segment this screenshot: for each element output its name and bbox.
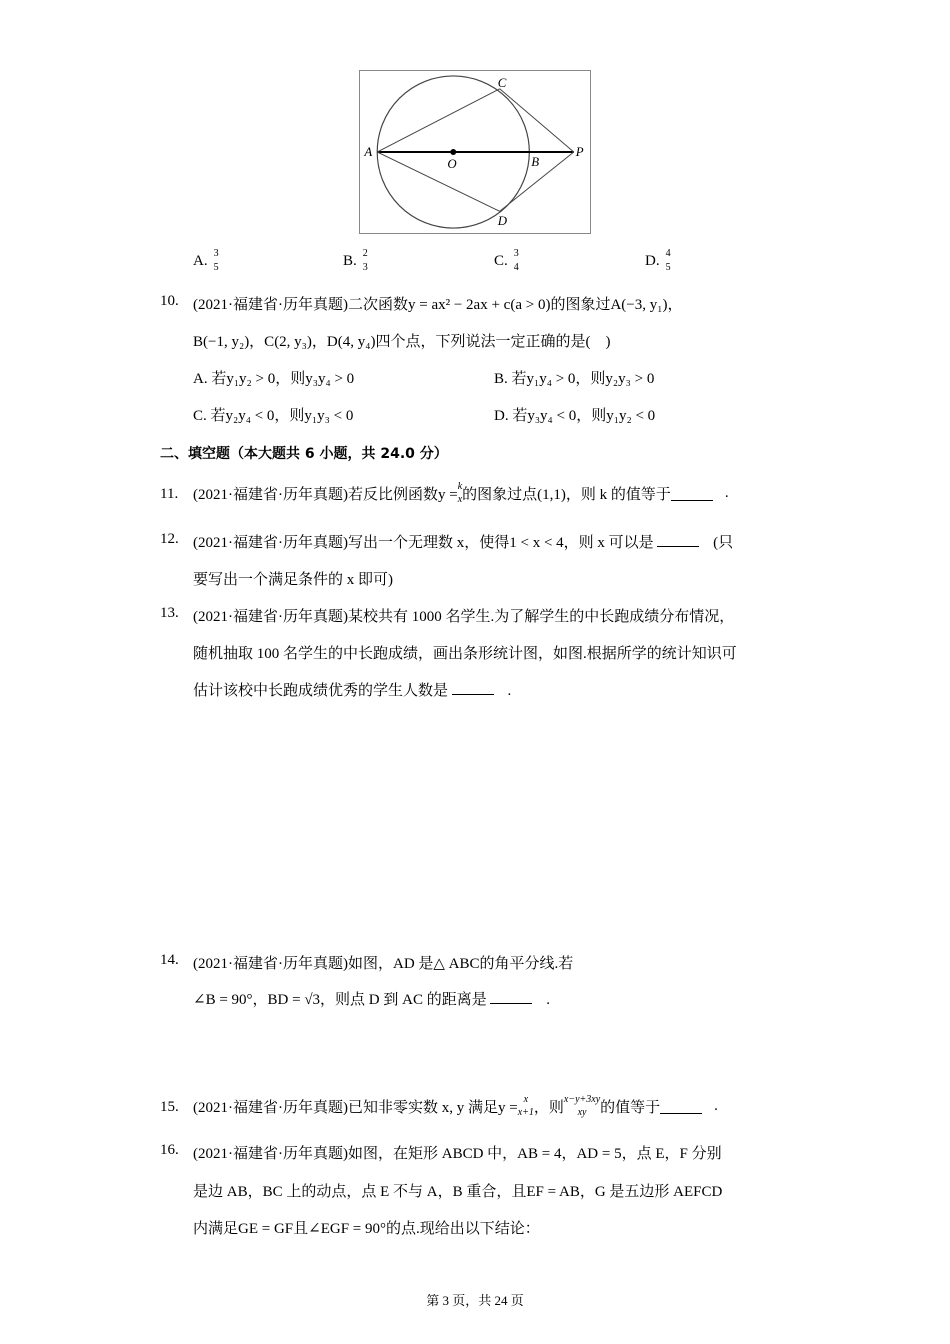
q15-fraction-1: [518, 1093, 534, 1119]
q15-mid: ，则: [533, 1099, 564, 1116]
frac-den: 3: [362, 262, 368, 273]
line-ac: [377, 89, 499, 152]
q11-end: .: [724, 484, 729, 501]
q14-number: 14.: [160, 952, 179, 968]
q12-line1-post: (只: [713, 535, 734, 551]
q12-number: 12.: [160, 531, 179, 547]
option-letter: C.: [494, 252, 508, 269]
center-point: [450, 149, 456, 155]
q14-end: .: [546, 992, 550, 1008]
q12-line2: 要写出一个满足条件的 x 即可): [193, 572, 393, 588]
frac-num: 4: [665, 248, 671, 259]
q10-option-b: B. 若y₁y₄ > 0，则y₂y₃ > 0: [494, 371, 655, 387]
option-fraction: [666, 247, 671, 275]
q11-post: 的图象过点(1,1)，则 k 的值等于: [462, 486, 671, 503]
option-fraction: [214, 247, 219, 275]
q14-line1: (2021·福建省·历年真题)如图，AD 是△ ABC的角平分线.若: [193, 956, 574, 972]
label-o: O: [447, 156, 457, 171]
q15-line: [193, 1093, 718, 1119]
answer-blank: [452, 680, 494, 695]
q15-pre: (2021·福建省·历年真题)已知非零实数 x, y 满足y =: [193, 1099, 518, 1116]
frac-num: x−y+3xy: [563, 1094, 601, 1105]
q11-line: [193, 480, 729, 506]
answer-blank: [657, 532, 699, 547]
frac-den: xy: [577, 1107, 587, 1118]
q16-line2: 是边 AB，BC 上的动点，点 E 不与 A，B 重合，且EF = AB，G 是五边形 AEFCD: [193, 1184, 723, 1200]
answer-blank: [671, 486, 713, 501]
frac-num: 3: [213, 248, 219, 259]
q11-pre: (2021·福建省·历年真题)若反比例函数y =: [193, 486, 458, 503]
q10-option-c: C. 若y₂y₄ < 0，则y₁y₃ < 0: [193, 408, 354, 424]
frac-num: 2: [362, 248, 368, 259]
option-fraction: [363, 247, 368, 275]
frac-den: 4: [513, 262, 519, 273]
q13-number: 13.: [160, 605, 179, 621]
q10-line1: (2021·福建省·历年真题)二次函数y = ax² − 2ax + c(a > 0)的图象过A(−3, y₁)，: [193, 297, 683, 313]
q15-end: .: [714, 1097, 718, 1114]
q11-number: 11.: [160, 486, 179, 502]
frac-den: 5: [665, 262, 671, 273]
option-fraction: [514, 247, 519, 275]
q15-number: 15.: [160, 1099, 179, 1115]
frac-num: 3: [513, 248, 519, 259]
label-a: A: [364, 144, 373, 159]
figure-svg: [360, 71, 590, 233]
q10-line2: B(−1, y₂)，C(2, y₃)，D(4, y₄)四个点，下列说法一定正确的是( ): [193, 334, 611, 350]
q10-number: 10.: [160, 293, 179, 309]
q12-line1: [193, 531, 733, 552]
label-d: D: [497, 214, 507, 229]
label-c: C: [497, 75, 507, 90]
q10-option-d: D. 若y₃y₄ < 0，则y₁y₂ < 0: [494, 408, 656, 424]
q14-line2: [193, 988, 550, 1009]
q16-number: 16.: [160, 1142, 179, 1158]
answer-blank: [490, 989, 532, 1004]
q16-line1: (2021·福建省·历年真题)如图，在矩形 ABCD 中，AB = 4，AD = 5，点 E，F 分别: [193, 1146, 722, 1162]
q9-option-c: [494, 247, 519, 275]
q13-line2: 随机抽取 100 名学生的中长跑成绩，画出条形统计图，如图.根据所学的统计知识可: [193, 646, 737, 662]
q13-line3: [193, 679, 511, 700]
q13-line1: (2021·福建省·历年真题)某校共有 1000 名学生.为了解学生的中长跑成绩分布情况，: [193, 609, 735, 625]
section-heading: 二、填空题（本大题共 6 小题，共 24.0 分）: [160, 446, 448, 462]
page-footer: 第 3 页，共 24 页: [426, 1293, 524, 1308]
frac-den: 5: [213, 262, 219, 273]
line-cp: [500, 89, 574, 152]
frac-num: x: [523, 1094, 529, 1105]
q9-option-d: [645, 247, 671, 275]
label-b: B: [531, 154, 540, 169]
q15-post: 的值等于: [600, 1099, 661, 1116]
q9-option-a: [193, 247, 219, 275]
q12-line1-pre: (2021·福建省·历年真题)写出一个无理数 x，使得1 < x < 4，则 x 可以是: [193, 535, 654, 551]
option-letter: B.: [343, 252, 357, 269]
q9-option-b: [343, 247, 368, 275]
q13-end: .: [507, 683, 512, 699]
q16-line3: 内满足GE = GF且∠EGF = 90°的点.现给出以下结论：: [193, 1221, 540, 1237]
frac-den: x: [457, 494, 463, 505]
frac-num: k: [457, 481, 463, 492]
q13-line3-pre: 估计该校中长跑成绩优秀的学生人数是: [193, 683, 449, 699]
q14-line2-pre: ∠B = 90°，BD = √3，则点 D 到 AC 的距离是: [193, 992, 487, 1008]
q15-fraction-2: [564, 1093, 600, 1119]
circle-geometry-figure: [359, 70, 591, 234]
q10-option-a: A. 若y₁y₂ > 0，则y₃y₄ > 0: [193, 371, 355, 387]
frac-den: x+1: [517, 1107, 534, 1118]
option-letter: D.: [645, 252, 660, 269]
answer-blank: [660, 1099, 702, 1114]
label-p: P: [575, 144, 584, 159]
option-letter: A.: [193, 252, 208, 269]
